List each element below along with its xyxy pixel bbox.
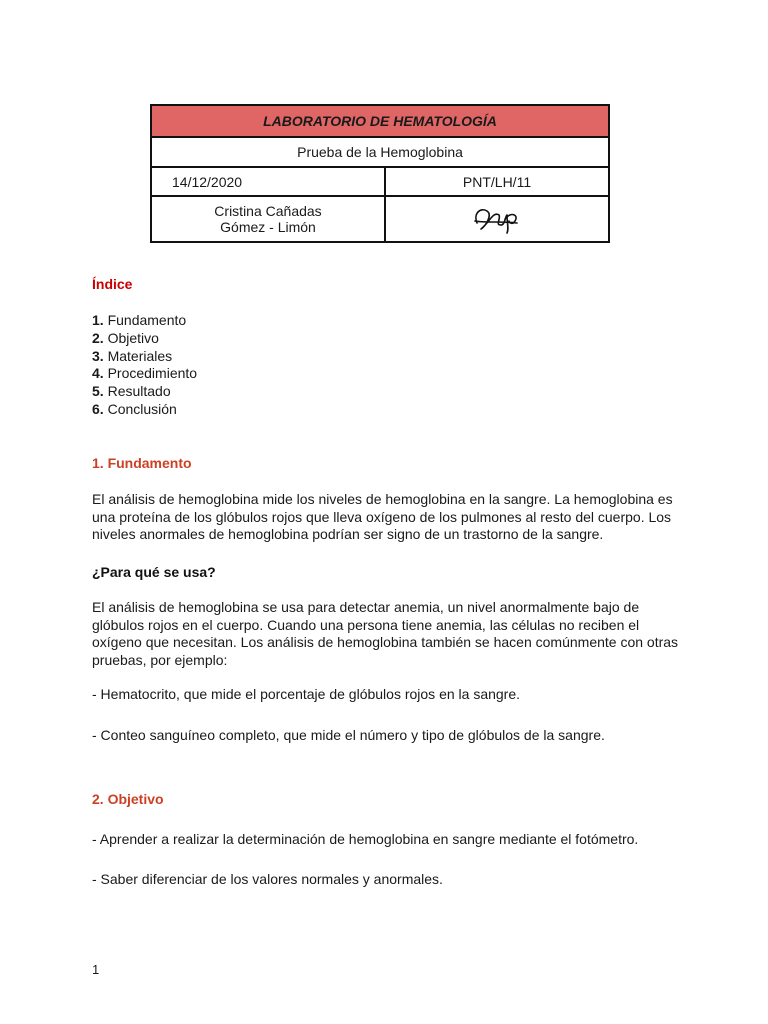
author-name-line2: Gómez - Limón — [220, 219, 316, 235]
document-date: 14/12/2020 — [172, 173, 243, 190]
author-cell — [151, 196, 385, 242]
index-item: 3. Materiales — [92, 347, 173, 364]
document-code: PNT/LH/11 — [385, 167, 609, 196]
usage-subheading: ¿Para qué se usa? — [92, 564, 216, 580]
page-number: 1 — [92, 962, 100, 977]
index-item: 4. Procedimiento — [92, 365, 198, 382]
signature-icon — [471, 201, 523, 237]
index-item: 6. Conclusión — [92, 400, 177, 417]
blood-count-bullet: - Conteo sanguíneo completo, que mide el número y tipo de glóbulos de la sangre. — [92, 727, 605, 743]
index-item: 5. Resultado — [92, 383, 171, 400]
hematocrit-bullet: - Hematocrito, que mide el porcentaje de glóbulos rojos en la sangre. — [92, 686, 521, 702]
usage-paragraph: El análisis de hemoglobina se usa para detectar anemia, un nivel anormalmente bajo de glóbulos rojos en el cuerpo. Cuando una persona tiene anemia, las células no reciben el oxígeno que necesitan. Los análisis de hemoglobina también se hacen comúnmente con otras pruebas, por ejemplo: — [92, 599, 679, 668]
document-header-table — [150, 104, 610, 243]
index-heading: Índice — [92, 276, 133, 292]
fundamento-paragraph: El análisis de hemoglobina mide los niveles de hemoglobina en la sangre. La hemoglobina es una proteína de los glóbulos rojos que lleva oxígeno de los pulmones al resto del cuerpo. Los niveles anormales de hemoglobina podrían ser signo de un trastorno de la sangre. — [92, 491, 673, 542]
section-fundamento-heading: 1. Fundamento — [92, 455, 192, 471]
index-item: 2. Objetivo — [92, 329, 159, 346]
objective-bullet-1: - Aprender a realizar la determinación de hemoglobina en sangre mediante el fotómetro. — [92, 831, 639, 847]
objective-bullet-2: - Saber diferenciar de los valores normales y anormales. — [92, 871, 443, 887]
lab-title: LABORATORIO DE HEMATOLOGÍA — [151, 105, 609, 137]
signature-cell — [385, 196, 609, 242]
index-item: 1. Fundamento — [92, 312, 187, 328]
date-cell — [151, 167, 385, 196]
index-list — [92, 312, 197, 419]
section-objetivo-heading: 2. Objetivo — [92, 791, 164, 807]
author-name-line1: Cristina Cañadas — [214, 203, 322, 219]
test-name: Prueba de la Hemoglobina — [151, 137, 609, 167]
